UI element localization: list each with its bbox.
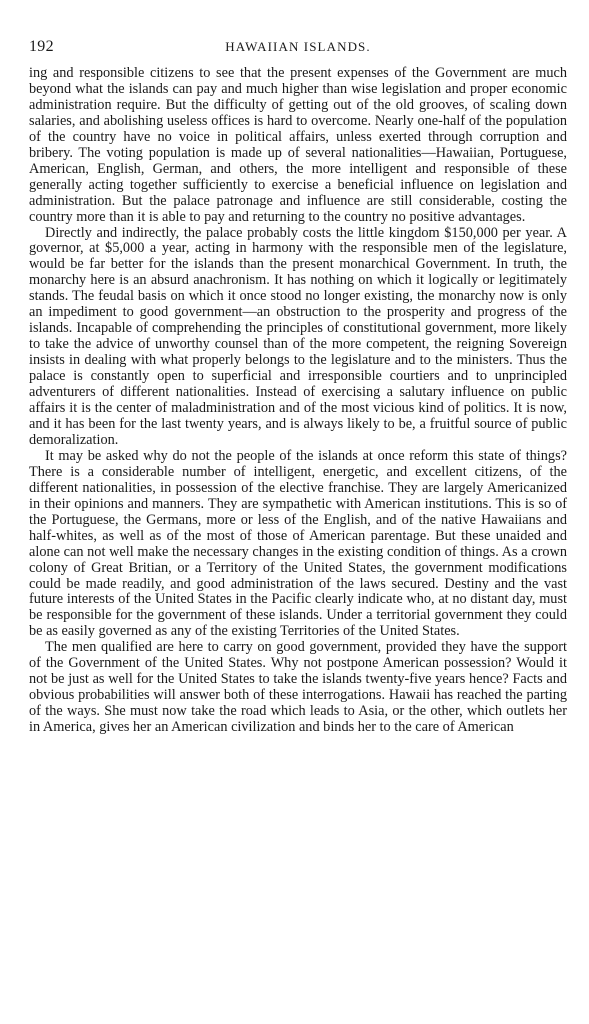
paragraph-continued: ing and responsible citizens to see that the present expenses of the Government are much beyond what the islands can pay and much higher than wise legislation and proper economic administration require. But the difficulty of getting out of the old grooves, of scaling down salaries, and abolishing useless offices is hard to overcome. Nearly one-half of the population of the country have no voice in political affairs, unless exerted through corruption and bribery. The voting population is made up of several nationalities—Hawaiian, Portuguese, American, English, German, and others, the more intelligent and responsible of these generally acting together sufficiently to exercise a beneficial influence on legislation and administration. But the palace patronage and influence are still considerable, costing the country more than it is able to pay and returning to the country no positive advantages. — [29, 65, 567, 225]
paragraph-qualified-men: The men qualified are here to carry on good government, provided they have the support of the Government of the United States. Why not postpone American possession? Would it not be just as well for the United States to take the islands twenty-five years hence? Facts and obvious probabilities will answer both of these interrogations. Hawaii has reached the parting of the ways. She must now take the road which leads to Asia, or the other, which outlets her in America, gives her an American civilization and binds her to the care of American — [29, 639, 567, 736]
running-title: HAWAIIAN ISLANDS. — [225, 39, 371, 54]
page-number: 192 — [29, 38, 54, 55]
running-head — [29, 38, 567, 56]
body-text — [29, 66, 567, 736]
paragraph-palace-cost: Directly and indirectly, the palace probably costs the little kingdom $150,000 per year. A governor, at $5,000 a year, acting in harmony with the responsible men of the legislature, would be far better for the islands than the present monarchical Government. In truth, the monarchy here is an absurd anachronism. It has nothing on which it logically or legitimately stands. The feudal basis on which it once stood no longer existing, the monarchy now is only an impediment to good government—an obstruction to the prosperity and progress of the islands. Incapable of comprehending the principles of constitutional government, more likely to take the advice of unworthy counsel than of the more competent, the reigning Sovereign insists in dealing with what properly belongs to the legislature and to the ministers. Thus the palace is constantly open to superficial and irresponsible courtiers and to unprincipled adventurers of different nationalities. Instead of exercising a salutary influence on public affairs it is the center of maladministration and of the most vicious kind of politics. It is now, and it has been for the last twenty years, and is always likely to be, a fruitful source of public demoralization. — [29, 224, 567, 448]
paragraph-reform-question: It may be asked why do not the people of the islands at once reform this state of things? There is a considerable number of intelligent, energetic, and excellent citizens, of the different nationalities, in possession of the elective franchise. They are largely Americanized in their opinions and manners. They are sympathetic with American institutions. This is so of the Portuguese, the Germans, more or less of the English, and of the native Hawaiians and half-whites, as well as of the most of those of American parentage. But these unaided and alone can not well make the necessary changes in the existing condition of things. As a crown colony of Great Britian, or a Territory of the United States, the government modifications could be made readily, and good administration of the laws secured. Destiny and the vast future interests of the United States in the Pacific clearly indicate who, at no distant day, must be responsible for the government of these islands. Under a territorial government they could be as easily governed as any of the existing Territories of the United States. — [29, 447, 567, 640]
